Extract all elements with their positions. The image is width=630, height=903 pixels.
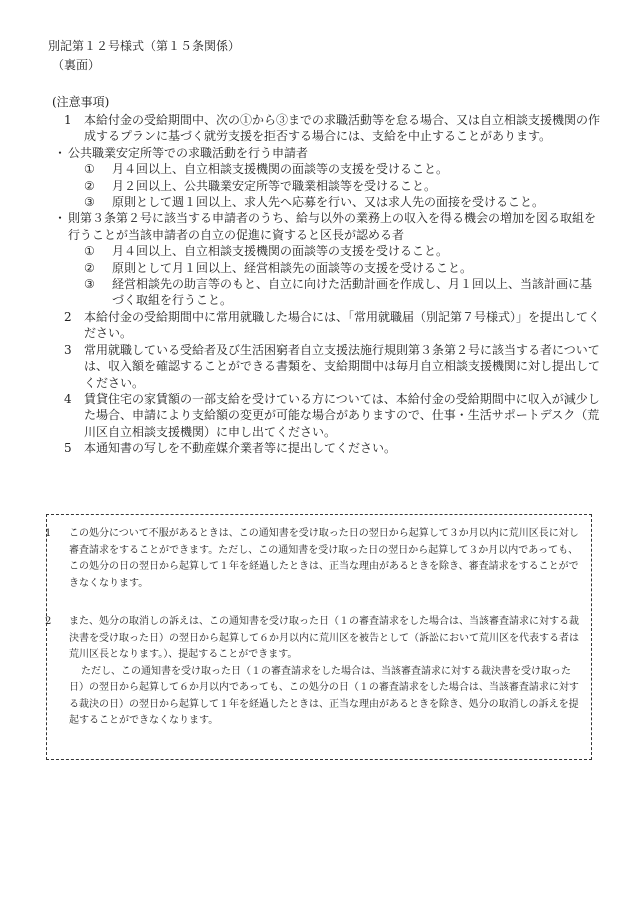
sub-number: ③ xyxy=(84,195,95,210)
appeal-paragraph-2 xyxy=(45,614,579,730)
paragraph-continuation: ただし、この通知書を受け取った日（１の審査請求をした場合は、当該審査請求に対する裁決書を受け取った日）の翌日から起算して６か月以内であっても、この処分の日（１の審査請求をした場合は、当該審査請求に対する裁決の日）の翌日から起算して１年を経過したときは、正当な理由があるときを除き、処分の取消しの訴えを提起することができなくなります。 xyxy=(69,665,579,726)
paragraph-number: 1 xyxy=(45,528,52,539)
paragraph-text: また、処分の取消しの訴えは、この通知書を受け取った日（１の審査請求をした場合は、当該審査請求に対する裁決書を受け取った日）の翌日から起算して６か月以内に荒川区を被告として（訴訟において荒川区を代表する者は荒川区長となります。）、提起することができます。 xyxy=(69,616,579,660)
bullet-mark: ・ xyxy=(54,211,67,226)
appeal-notice-box xyxy=(46,514,592,760)
note-text: 賃貸住宅の家賃額の一部支給を受けている方については、本給付金の受給期間中に収入が減少した場合、申請により支給額の変更が可能な場合がありますので、仕事・生活サポートデスク（荒川区自立相談支援機関）に申し出てください。 xyxy=(84,391,600,439)
form-title: 別記第１２号様式（第１５条関係） xyxy=(48,39,241,53)
sub-number: ① xyxy=(84,162,95,177)
bullet-group-1 xyxy=(54,145,600,161)
page-side-label: （裏面） xyxy=(52,58,101,72)
note-number: 5 xyxy=(64,441,72,456)
sub-item xyxy=(60,194,600,210)
sub-item xyxy=(60,260,600,276)
sub-text: 経営相談先の助言等のもと、自立に向けた活動計画を作成し、月１回以上、当該計画に基づく取組を行うこと。 xyxy=(112,277,593,308)
sub-item xyxy=(60,178,600,194)
note-item-3 xyxy=(60,342,600,391)
notes-heading: (注意事項) xyxy=(52,95,110,109)
note-text: 本給付金の受給期間中に常用就職した場合には、「常用就職届（別記第７号様式）」を提出してください。 xyxy=(84,309,601,341)
note-text: 常用就職している受給者及び生活困窮者自立支援法施行規則第３条第２号に該当する者については、収入額を確認することができる書類を、支給期間中は毎月自立相談支援機関に対し提出してください。 xyxy=(84,342,601,390)
note-text: 本給付金の受給期間中、次の①から③までの求職活動等を怠る場合、又は自立相談支援機関の作成するプランに基づく就労支援を拒否する場合には、支給を中止することがあります。 xyxy=(84,113,601,144)
sub-text: 月４回以上、自立相談支援機関の面談等の支援を受けること。 xyxy=(112,162,449,177)
note-item-1 xyxy=(60,112,600,145)
sub-text: 原則として週１回以上、求人先へ応募を行い、又は求人先の面接を受けること。 xyxy=(112,195,545,210)
note-item-2 xyxy=(60,309,600,342)
notes-list xyxy=(54,112,601,457)
sub-text: 原則として月１回以上、経営相談先の面談等の支援を受けること。 xyxy=(112,260,473,275)
note-number: 2 xyxy=(64,309,72,324)
note-number: 3 xyxy=(64,342,72,357)
paragraph-text: この処分について不服があるときは、この通知書を受け取った日の翌日から起算して３か月以内に荒川区長に対し審査請求をすることができます。ただし、この通知書を受け取った日の翌日から起算して３か月以内であっても、この処分の日の翌日から起算して１年を経過したときは、正当な理由があるときを除き、審査請求をすることができなくなります。 xyxy=(69,528,579,589)
sub-number: ② xyxy=(84,178,95,193)
note-item-4 xyxy=(60,391,600,440)
note-number: 1 xyxy=(64,113,72,127)
sub-item xyxy=(60,243,600,259)
sub-number: ③ xyxy=(84,277,95,292)
bullet-mark: ・ xyxy=(54,145,67,160)
sub-number: ① xyxy=(84,244,95,259)
paragraph-number: 2 xyxy=(45,616,52,627)
sub-number: ② xyxy=(84,260,95,275)
note-text: 本通知書の写しを不動産媒介業者等に提出してください。 xyxy=(84,441,397,456)
bullet-text: 公共職業安定所等での求職活動を行う申請者 xyxy=(68,145,309,160)
bullet-text: 則第３条第２号に該当する申請者のうち、給与以外の業務上の収入を得る機会の増加を図る取組を行うことが当該申請者の自立の促進に資すると区長が認める者 xyxy=(68,211,597,242)
sub-item xyxy=(60,276,600,309)
sub-item xyxy=(60,161,600,177)
sub-text: 月２回以上、公共職業安定所等で職業相談等を受けること。 xyxy=(112,178,437,193)
sub-text: 月４回以上、自立相談支援機関の面談等の支援を受けること。 xyxy=(112,244,449,259)
bullet-group-2 xyxy=(54,210,600,243)
note-item-5 xyxy=(60,440,600,456)
note-number: 4 xyxy=(64,391,72,406)
appeal-paragraph-1 xyxy=(45,526,579,592)
